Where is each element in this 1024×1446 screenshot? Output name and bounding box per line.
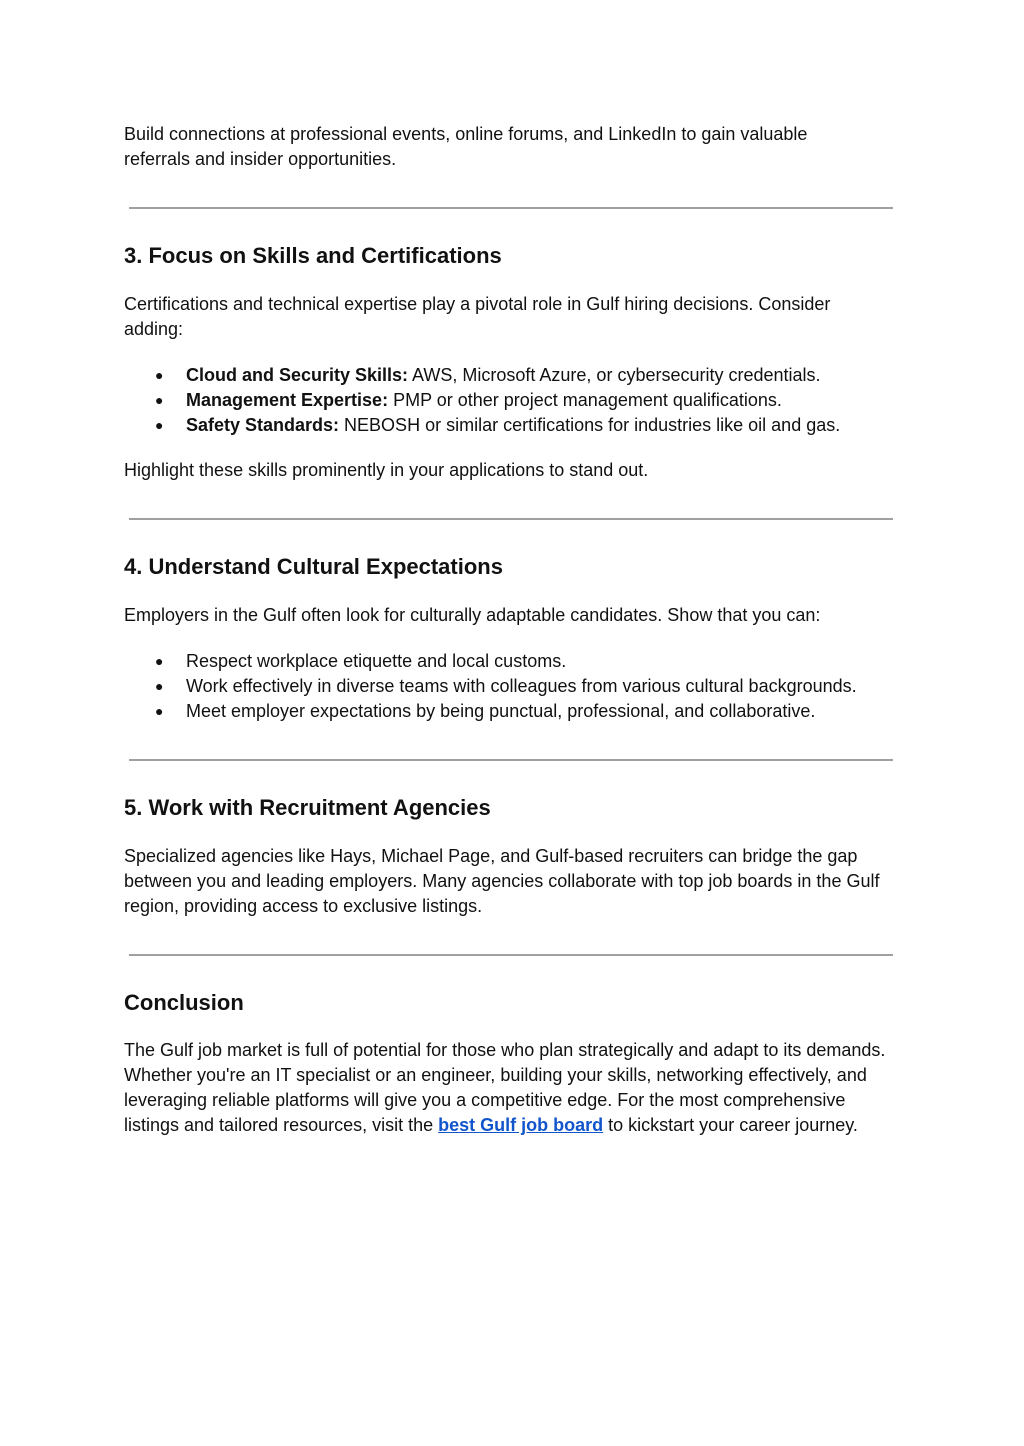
bullet-icon: ● bbox=[155, 417, 164, 433]
section-3-outro: Highlight these skills prominently in your applications to stand out. bbox=[124, 460, 649, 480]
bullet-icon: ● bbox=[155, 392, 164, 408]
bullet-icon: ● bbox=[155, 678, 164, 694]
bullet-icon: ● bbox=[155, 703, 164, 719]
conclusion-text-before: The Gulf job market is full of potential for those who plan strategically and adapt to its demands. Whether you're an IT specialist or an engineer, building your skills, networking effectively, and leveraging reliable platforms will give you a competitive edge. For the most comprehensive listings and tailored resources, visit the bbox=[124, 1040, 886, 1135]
list-item-text: NEBOSH or similar certifications for industries like oil and gas. bbox=[339, 415, 841, 435]
list-item-text: PMP or other project management qualifications. bbox=[388, 390, 782, 410]
list-item-bold: Management Expertise: bbox=[186, 390, 389, 410]
list-item bbox=[124, 363, 904, 388]
section-4-heading: 4. Understand Cultural Expectations bbox=[124, 554, 503, 579]
list-item bbox=[124, 388, 904, 413]
list-item bbox=[124, 649, 914, 674]
conclusion-text-after: to kickstart your career journey. bbox=[603, 1115, 858, 1135]
section-4-intro: Employers in the Gulf often look for culturally adaptable candidates. Show that you can: bbox=[124, 605, 821, 625]
list-item bbox=[124, 413, 904, 438]
best-gulf-job-board-link[interactable]: best Gulf job board bbox=[438, 1115, 604, 1135]
intro-paragraph: Build connections at professional events, online forums, and LinkedIn to gain valuable referrals and insider opportunities. bbox=[124, 124, 808, 169]
list-item-text: Meet employer expectations by being punctual, professional, and collaborative. bbox=[186, 701, 816, 721]
section-4-list bbox=[124, 649, 914, 724]
section-divider bbox=[129, 207, 893, 209]
section-divider bbox=[129, 759, 893, 761]
list-item-bold: Cloud and Security Skills: bbox=[186, 365, 409, 385]
list-item-text: AWS, Microsoft Azure, or cybersecurity credentials. bbox=[408, 365, 821, 385]
list-item-text: Respect workplace etiquette and local customs. bbox=[186, 651, 567, 671]
list-item bbox=[124, 674, 914, 699]
section-divider bbox=[129, 954, 893, 956]
section-5-heading: 5. Work with Recruitment Agencies bbox=[124, 795, 491, 820]
section-5-paragraph: Specialized agencies like Hays, Michael Page, and Gulf-based recruiters can bridge the gap between you and leading employers. Many agencies collaborate with top job boards in the Gulf region, providing access to exclusive listings. bbox=[124, 846, 880, 916]
list-item bbox=[124, 699, 914, 724]
conclusion-heading: Conclusion bbox=[124, 990, 244, 1015]
list-item-text: Work effectively in diverse teams with colleagues from various cultural backgrounds. bbox=[186, 676, 857, 696]
section-3-list bbox=[124, 363, 904, 438]
section-3-intro: Certifications and technical expertise play a pivotal role in Gulf hiring decisions. Consider adding: bbox=[124, 294, 831, 339]
section-divider bbox=[129, 518, 893, 520]
conclusion-paragraph bbox=[124, 1038, 900, 1138]
bullet-icon: ● bbox=[155, 653, 164, 669]
list-item-bold: Safety Standards: bbox=[186, 415, 340, 435]
section-3-heading: 3. Focus on Skills and Certifications bbox=[124, 243, 502, 268]
bullet-icon: ● bbox=[155, 367, 164, 383]
